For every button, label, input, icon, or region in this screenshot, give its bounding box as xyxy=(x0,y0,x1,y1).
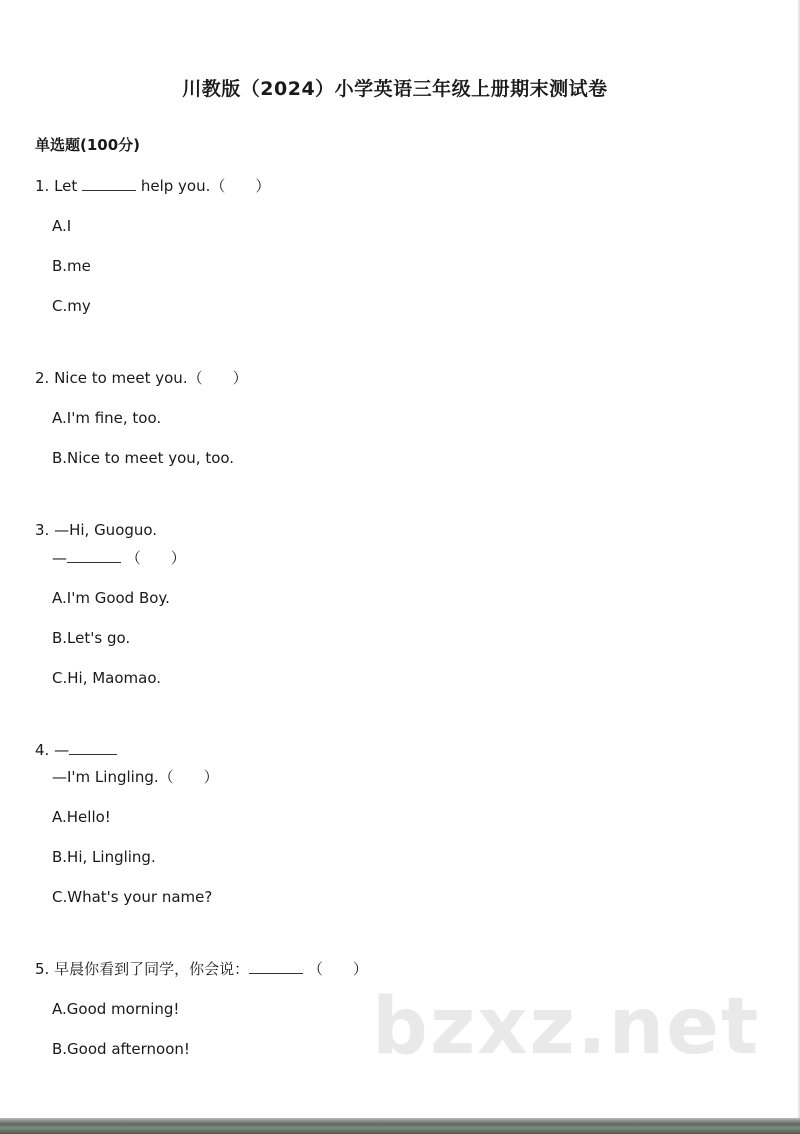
option-5a: A.Good morning! xyxy=(52,1000,180,1018)
option-2b: B.Nice to meet you, too. xyxy=(52,449,235,467)
question-3-paren: （ ） xyxy=(121,549,186,567)
answer-blank xyxy=(69,740,117,755)
option-4c: C.What's your name? xyxy=(52,888,213,906)
page-bottom-strip xyxy=(0,1118,800,1134)
option-1b: B.me xyxy=(52,257,91,275)
question-3-dash: — xyxy=(52,549,67,567)
question-5 xyxy=(35,959,368,979)
question-2: 2. Nice to meet you.（ ） xyxy=(35,369,248,387)
option-4b: B.Hi, Lingling. xyxy=(52,848,156,866)
option-1a: A.I xyxy=(52,217,72,235)
option-4a: A.Hello! xyxy=(52,808,111,826)
question-1-text-end: help you.（ ） xyxy=(136,177,271,195)
question-1 xyxy=(35,176,270,196)
question-3-line-1: 3. —Hi, Guoguo. xyxy=(35,521,158,539)
question-4-line-1 xyxy=(35,740,117,760)
section-heading: 单选题(100分) xyxy=(35,136,141,154)
question-4-dash: 4. — xyxy=(35,741,70,759)
option-3a: A.I'm Good Boy. xyxy=(52,589,170,607)
watermark: bzxz.net xyxy=(372,982,761,1072)
option-1c: C.my xyxy=(52,297,91,315)
question-1-text-start: 1. Let xyxy=(35,177,83,195)
answer-blank xyxy=(82,176,136,191)
answer-blank xyxy=(249,959,303,974)
question-5-text-end: （ ） xyxy=(303,960,368,978)
question-3-line-2 xyxy=(52,548,186,568)
answer-blank xyxy=(67,548,121,563)
option-3c: C.Hi, Maomao. xyxy=(52,669,162,687)
option-5b: B.Good afternoon! xyxy=(52,1040,190,1058)
option-3b: B.Let's go. xyxy=(52,629,131,647)
question-4-line-2: —I'm Lingling.（ ） xyxy=(52,768,219,786)
page-title: 川教版（2024）小学英语三年级上册期末测试卷 xyxy=(182,78,608,100)
question-5-text-start: 5. 早晨你看到了同学，你会说： xyxy=(35,960,250,978)
option-2a: A.I'm fine, too. xyxy=(52,409,162,427)
